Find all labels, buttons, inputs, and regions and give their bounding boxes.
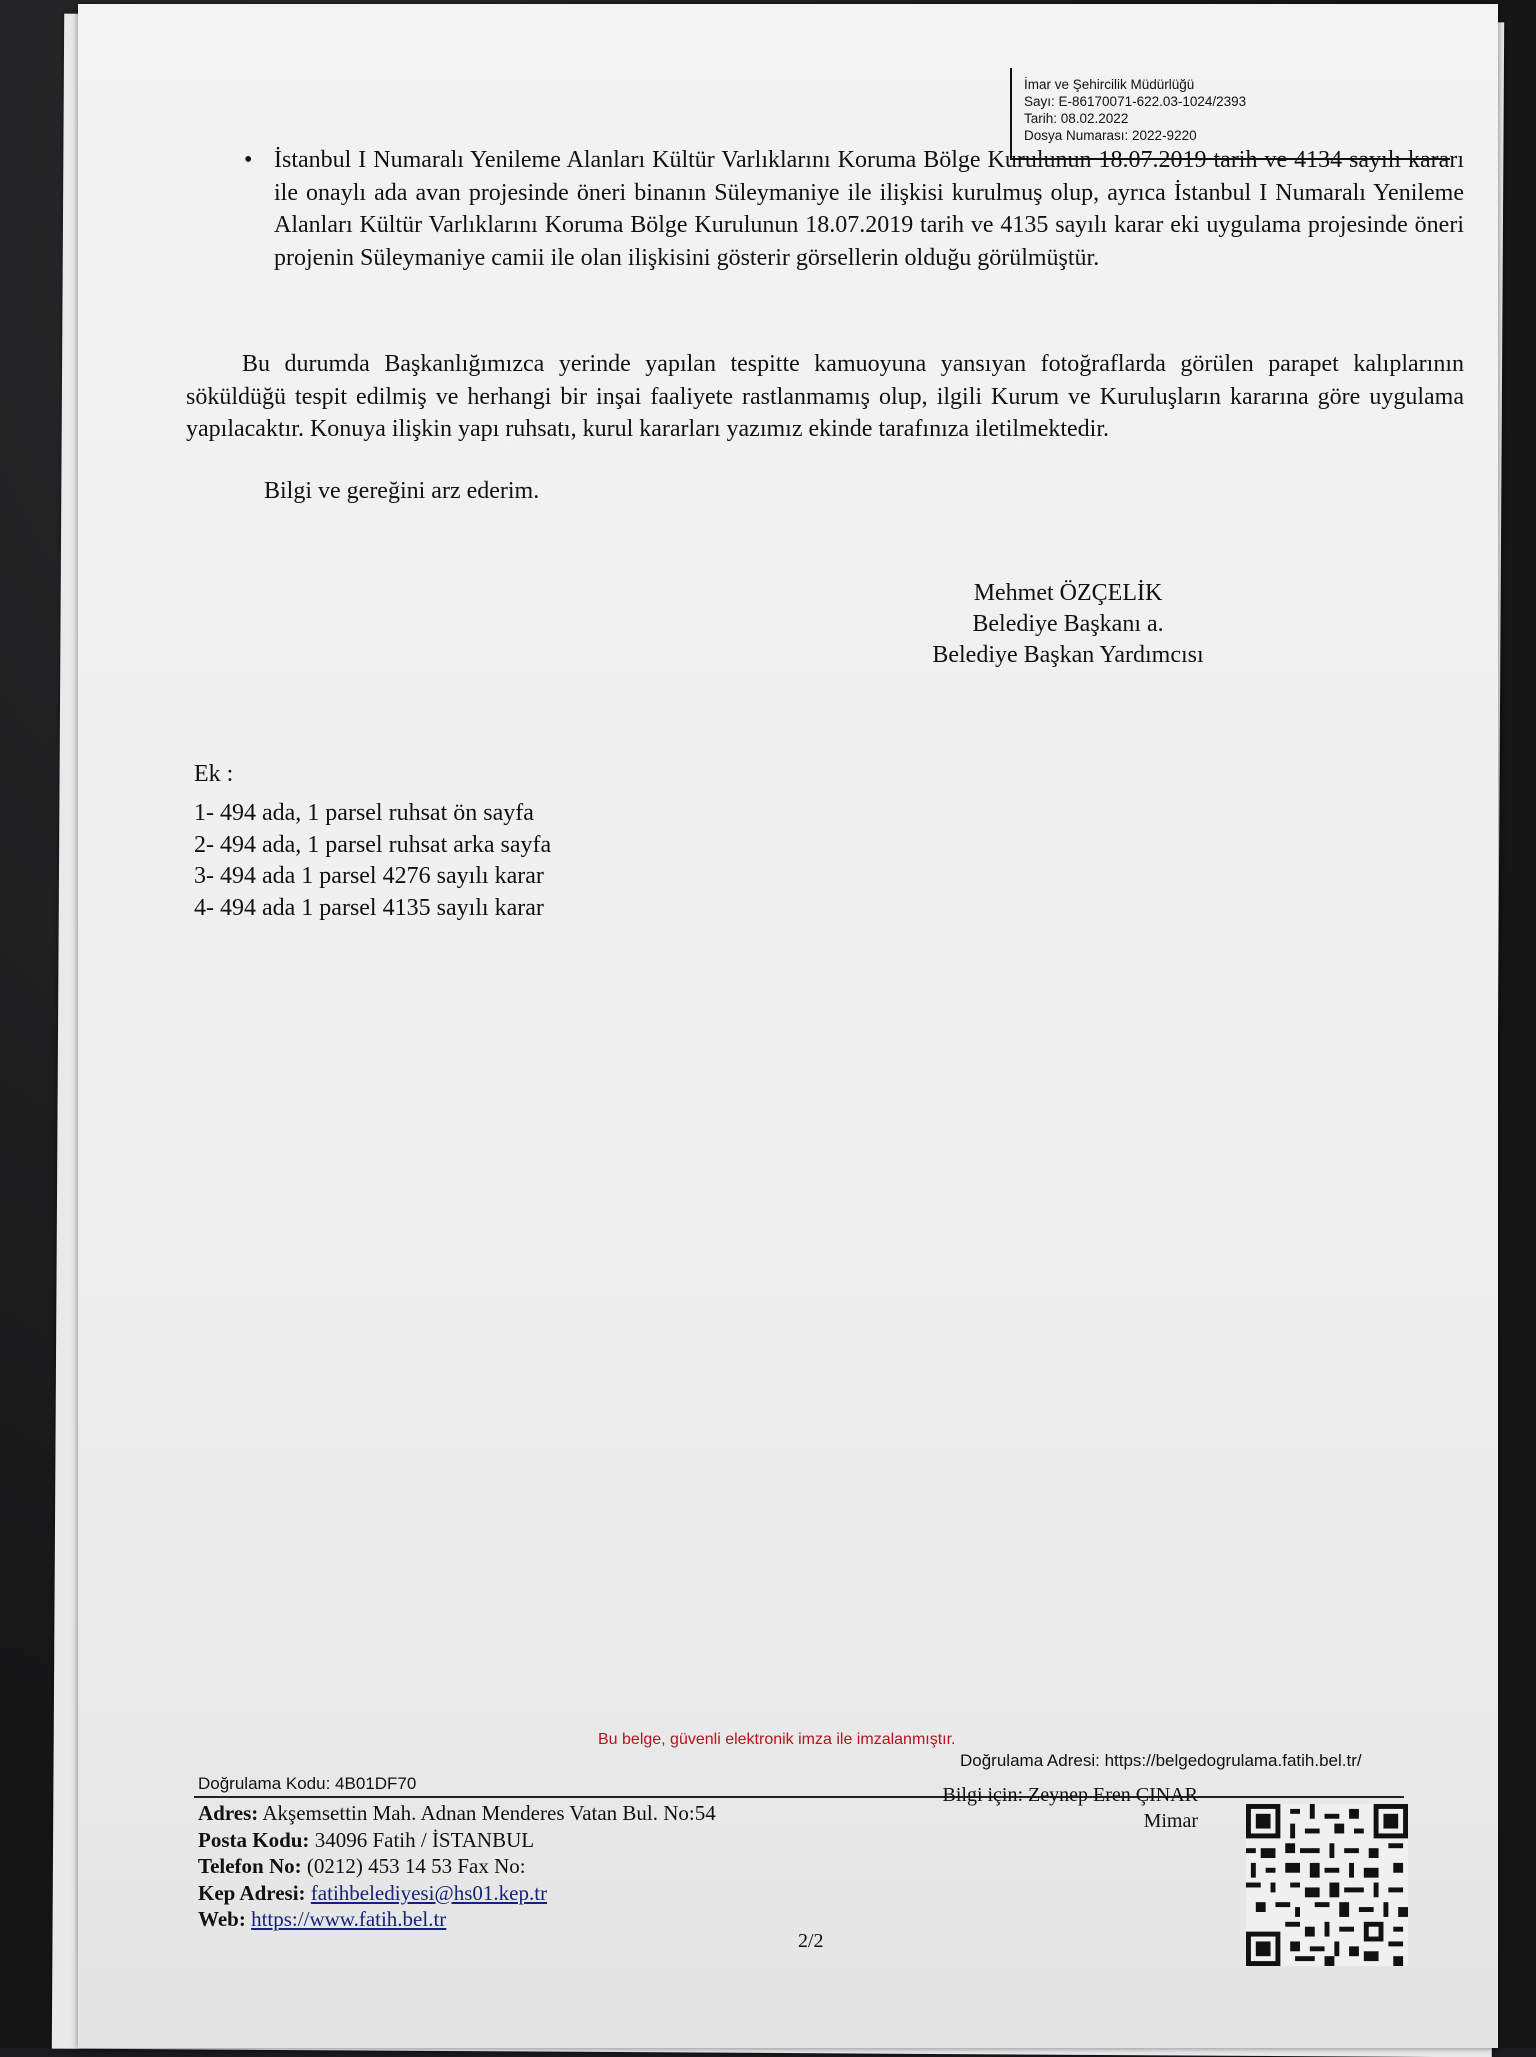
list-item: 3- 494 ada 1 parsel 4276 sayılı karar [194, 863, 544, 889]
phone-label: Telefon No: [198, 1854, 302, 1878]
verification-address: Doğrulama Adresi: https://belgedogrulama.fatih.bel.tr/ [960, 1751, 1362, 1770]
web-label: Web: [198, 1907, 246, 1931]
stamp-number: Sayı: E-86170071-622.03-1024/2393 [1024, 94, 1247, 109]
closing-line: Bilgi ve gereğini arz ederim. [264, 478, 540, 504]
stamp-unit: İmar ve Şehircilik Müdürlüğü [1024, 77, 1195, 92]
contact-title: Mimar [1143, 1810, 1198, 1832]
footer-address [198, 1800, 716, 1933]
bullet-paragraph [244, 144, 1464, 274]
page-number: 2/2 [798, 1930, 824, 1952]
attachments-list [194, 798, 551, 924]
list-item: 1- 494 ada, 1 parsel ruhsat ön sayfa [194, 800, 534, 826]
kep-link[interactable]: fatihbelediyesi@hs01.kep.tr [310, 1880, 548, 1905]
phone-value: (0212) 453 14 53 Fax No: [306, 1854, 526, 1878]
signer-name: Mehmet ÖZÇELİK [973, 580, 1163, 606]
web-link[interactable]: https://www.fatih.bel.tr [251, 1907, 447, 1931]
verification-code: Doğrulama Kodu: 4B01DF70 [198, 1774, 417, 1793]
qr-code-icon [1246, 1804, 1408, 1966]
signature-block [868, 578, 1268, 671]
esign-note: Bu belge, güvenli elektronik imza ile imzalanmıştır. [598, 1731, 956, 1748]
kep-label: Kep Adresi: [198, 1880, 306, 1905]
footer-divider [194, 1796, 1404, 1798]
list-item: 2- 494 ada, 1 parsel ruhsat arka sayfa [194, 831, 552, 858]
main-paragraph: Bu durumda Başkanlığımızca yerinde yapılan tespitte kamuoyuna yansıyan fotoğraflarda görülen parapet kalıplarının söküldüğü tespit edilmiş ve herhangi bir inşai faaliyete rastlanmamış olup, ilgili Kurum ve Kuruluşların kararına göre uygulama yapılacaktır. Konuya ilişkin yapı ruhsatı, kurul kararları yazımız ekinde tarafınıza iletilmektedir. [186, 351, 1464, 442]
contact-person: Bilgi için: Zeynep Eren ÇINAR [942, 1784, 1198, 1806]
signer-title: Belediye Başkan Yardımcısı [932, 642, 1204, 668]
list-item: 4- 494 ada 1 parsel 4135 sayılı karar [194, 894, 544, 921]
postal-value: 34096 Fatih / İSTANBUL [314, 1827, 535, 1852]
postal-label: Posta Kodu: [198, 1827, 310, 1852]
bullet-text: İstanbul I Numaralı Yenileme Alanları Kültür Varlıklarını Koruma Bölge Kurulunun 18.07.2019 tarih ve 4134 sayılı kararı ile onaylı ada avan projesinde öneri binanın Süleymaniye ile ilişkisi kurulmuş olup, ayrıca İstanbul I Numaralı Yenileme Alanları Kültür Varlıklarını Koruma Bölge Kurulunun 18.07.2019 tarih ve 4135 sayılı karar eki uygulama projesinde öneri projenin Süleymaniye camii ile olan ilişkisini gösterir görsellerin olduğu görülmüştür. [274, 147, 1464, 271]
address-value: Akşemsettin Mah. Adnan Menderes Vatan Bul. No:54 [262, 1801, 716, 1825]
bullet-icon: • [244, 147, 253, 173]
attachments-title: Ek : [194, 761, 234, 787]
info-contact [898, 1782, 1198, 1834]
address-label: Adres: [198, 1801, 259, 1825]
document-page [78, 4, 1498, 2048]
signer-role: Belediye Başkanı a. [972, 611, 1164, 637]
stamp-file-number: Dosya Numarası: 2022-9220 [1024, 128, 1197, 143]
stamp-date: Tarih: 08.02.2022 [1024, 111, 1129, 126]
